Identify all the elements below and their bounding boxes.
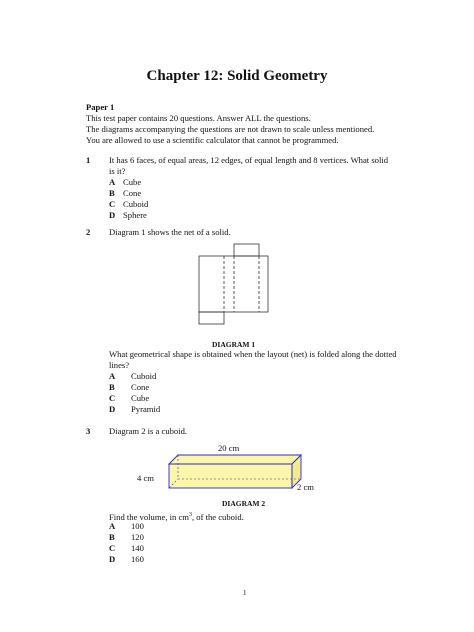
option-text: Cone	[131, 382, 150, 392]
paper-heading: Paper 1	[86, 102, 115, 112]
page-number: 1	[243, 589, 247, 597]
option-text: Pyramid	[131, 404, 161, 414]
question-text: lines?	[109, 360, 130, 370]
option-letter: A	[109, 521, 116, 531]
question-intro: Diagram 2 is a cuboid.	[109, 426, 188, 436]
question-text-part: Find the volume, in cm	[109, 511, 189, 522]
option-letter: B	[109, 532, 115, 542]
question-text-part: , of the cuboid.	[191, 511, 244, 522]
question-number: 2	[86, 227, 91, 237]
option-letter: A	[109, 177, 116, 187]
question-text: It has 6 faces, of equal areas, 12 edges, of equal length and 8 vertices. What solid	[109, 155, 389, 165]
question-intro: Diagram 1 shows the net of a solid.	[109, 227, 231, 237]
question-number: 3	[86, 426, 91, 436]
option-text: Cone	[123, 188, 142, 198]
superscript: 3	[188, 512, 192, 518]
option-text: Cuboid	[123, 199, 149, 209]
question-text: is it?	[109, 166, 126, 176]
option-letter: D	[109, 404, 116, 414]
option-letter: A	[109, 371, 116, 381]
cuboid-top-face	[169, 455, 301, 464]
option-letter: B	[109, 382, 115, 392]
chapter-title: Chapter 12: Solid Geometry	[146, 68, 328, 84]
option-letter: C	[109, 543, 116, 553]
question-text: What geometrical shape is obtained when the layout (net) is folded along the dotted	[109, 349, 397, 359]
option-text: 140	[131, 543, 144, 553]
option[interactable]	[109, 543, 144, 554]
instruction-line: The diagrams accompanying the questions are not drawn to scale unless mentioned.	[86, 124, 375, 134]
option-letter: D	[109, 210, 116, 220]
instruction-line: This test paper contains 20 questions. Answer ALL the questions.	[86, 113, 311, 123]
option[interactable]	[109, 521, 144, 532]
option-text: Cuboid	[131, 371, 157, 381]
option-text: 160	[131, 554, 144, 564]
option-letter: D	[109, 554, 116, 564]
option-text: 120	[131, 532, 144, 542]
option-text: Cube	[131, 393, 150, 403]
dimension-length: 20 cm	[218, 443, 240, 453]
diagram-caption: DIAGRAM 2	[222, 499, 266, 508]
option-letter: C	[109, 393, 116, 403]
instruction-line: You are allowed to use a scientific calculator that cannot be programmed.	[86, 135, 339, 145]
question-number: 1	[86, 155, 91, 165]
cuboid-front-face	[169, 464, 292, 488]
dimension-width: 2 cm	[297, 482, 314, 492]
option[interactable]	[109, 554, 144, 565]
dimension-height: 4 cm	[137, 473, 154, 483]
option-text: Sphere	[123, 210, 147, 220]
option[interactable]	[109, 532, 144, 543]
option-text: Cube	[123, 177, 142, 187]
option-letter: B	[109, 188, 115, 198]
diagram-caption: DIAGRAM 1	[212, 340, 256, 349]
option-letter: C	[109, 199, 116, 209]
option-text: 100	[131, 521, 144, 531]
